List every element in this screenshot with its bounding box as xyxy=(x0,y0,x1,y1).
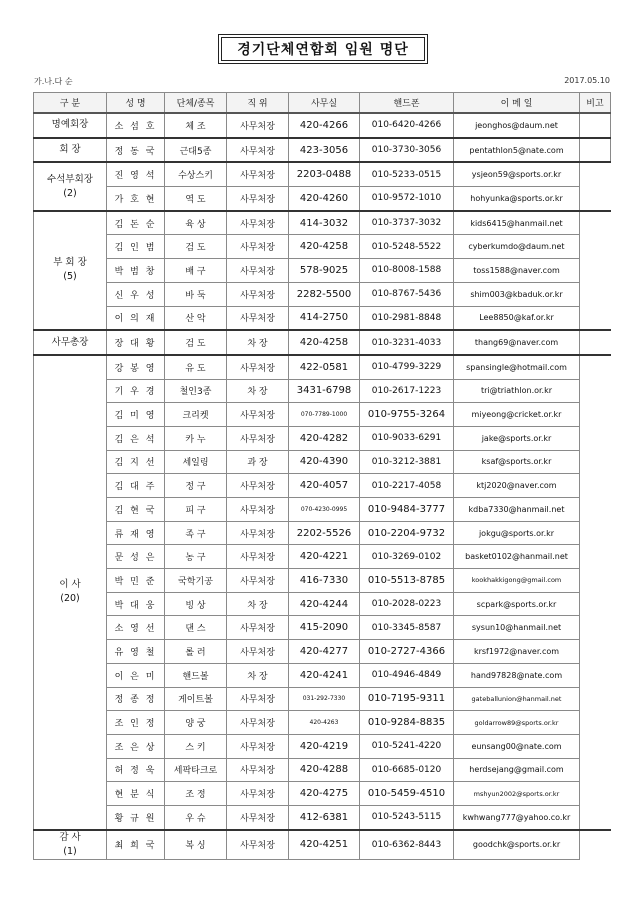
table-row xyxy=(34,782,611,806)
table-row xyxy=(34,450,611,474)
member-name: 조 은 상 xyxy=(107,734,165,758)
header-org: 단체/종목 xyxy=(165,93,227,114)
member-mobile: 010-5459-4510 xyxy=(360,782,454,806)
member-position: 사무처장 xyxy=(227,734,289,758)
member-remarks xyxy=(580,403,611,427)
member-position: 사무처장 xyxy=(227,758,289,782)
member-remarks xyxy=(580,379,611,403)
table-row xyxy=(34,758,611,782)
header-mobile: 핸드폰 xyxy=(360,93,454,114)
member-name: 황 규 원 xyxy=(107,805,165,829)
member-email: miyeong@cricket.or.kr xyxy=(454,403,580,427)
member-remarks xyxy=(580,592,611,616)
member-office-phone: 412-6381 xyxy=(289,805,360,829)
member-org: 정 구 xyxy=(165,474,227,498)
member-name: 장 대 황 xyxy=(107,330,165,355)
group-count: (2) xyxy=(63,187,77,199)
member-mobile: 010-3212-3881 xyxy=(360,450,454,474)
header-category: 구 분 xyxy=(34,93,107,114)
member-office-phone: 420-4219 xyxy=(289,734,360,758)
member-office-phone: 414-2750 xyxy=(289,306,360,330)
member-org: 게이트볼 xyxy=(165,687,227,711)
group-label: 감 사 xyxy=(59,831,81,843)
member-remarks xyxy=(580,782,611,806)
member-position: 차 장 xyxy=(227,663,289,687)
member-remarks xyxy=(580,282,611,306)
member-org: 육 상 xyxy=(165,211,227,235)
member-email: kwhwang777@yahoo.co.kr xyxy=(454,805,580,829)
member-position: 사무처장 xyxy=(227,805,289,829)
officer-roster-table xyxy=(33,92,611,860)
member-name: 소 섬 호 xyxy=(107,113,165,138)
member-mobile: 010-3737-3032 xyxy=(360,211,454,235)
member-mobile: 010-5241-4220 xyxy=(360,734,454,758)
member-office-phone: 420-4258 xyxy=(289,235,360,259)
table-row xyxy=(34,711,611,735)
table-row xyxy=(34,830,611,860)
member-office-phone: 2202-5526 xyxy=(289,521,360,545)
member-position: 사무처장 xyxy=(227,306,289,330)
member-office-phone: 031-292-7330 xyxy=(289,687,360,711)
member-mobile: 010-3730-3056 xyxy=(360,138,454,163)
member-remarks xyxy=(580,235,611,259)
member-email: jokgu@sports.or.kr xyxy=(454,521,580,545)
member-mobile: 010-9755-3264 xyxy=(360,403,454,427)
table-row xyxy=(34,306,611,330)
document-date: 2017.05.10 xyxy=(564,76,610,85)
table-row xyxy=(34,355,611,379)
member-office-phone: 422-0581 xyxy=(289,355,360,379)
member-email: goodchk@sports.or.kr xyxy=(454,830,580,860)
member-office-phone: 423-3056 xyxy=(289,138,360,163)
member-mobile: 010-2217-4058 xyxy=(360,474,454,498)
member-position: 사무처장 xyxy=(227,521,289,545)
member-remarks xyxy=(580,426,611,450)
member-remarks xyxy=(580,162,611,186)
group-count: (5) xyxy=(63,271,77,283)
member-org: 검 도 xyxy=(165,235,227,259)
member-mobile: 010-5233-0515 xyxy=(360,162,454,186)
member-email: kdba7330@hanmail.net xyxy=(454,498,580,522)
member-org: 국학기공 xyxy=(165,569,227,593)
member-office-phone: 070-4230-0995 xyxy=(289,498,360,522)
group-category-cell xyxy=(34,162,107,210)
document-title: 경기단체연합회 임원 명단 xyxy=(237,42,409,58)
member-office-phone: 070-7789-1000 xyxy=(289,403,360,427)
member-position: 사무처장 xyxy=(227,569,289,593)
member-position: 사무처장 xyxy=(227,235,289,259)
member-org: 롤 러 xyxy=(165,640,227,664)
member-position: 사무처장 xyxy=(227,426,289,450)
member-mobile: 010-6420-4266 xyxy=(360,113,454,138)
member-position: 사무처장 xyxy=(227,545,289,569)
member-mobile: 010-5513-8785 xyxy=(360,569,454,593)
table-row xyxy=(34,592,611,616)
member-org: 크리켓 xyxy=(165,403,227,427)
table-row xyxy=(34,521,611,545)
member-name: 김 지 선 xyxy=(107,450,165,474)
member-name: 유 영 철 xyxy=(107,640,165,664)
member-email: hand97828@nate.com xyxy=(454,663,580,687)
table-row xyxy=(34,545,611,569)
member-remarks xyxy=(580,306,611,330)
member-position: 차 장 xyxy=(227,592,289,616)
header-position: 직 위 xyxy=(227,93,289,114)
member-email: kids6415@hanmail.net xyxy=(454,211,580,235)
member-position: 사무처장 xyxy=(227,162,289,186)
member-name: 현 분 식 xyxy=(107,782,165,806)
member-org: 핸드볼 xyxy=(165,663,227,687)
member-email: scpark@sports.or.kr xyxy=(454,592,580,616)
table-row xyxy=(34,113,611,138)
member-mobile: 010-7195-9311 xyxy=(360,687,454,711)
table-row xyxy=(34,211,611,235)
member-position: 사무처장 xyxy=(227,355,289,379)
member-office-phone: 420-4282 xyxy=(289,426,360,450)
member-office-phone: 420-4241 xyxy=(289,663,360,687)
member-email: pentathlon5@nate.com xyxy=(454,138,580,163)
member-office-phone: 420-4275 xyxy=(289,782,360,806)
member-name: 김 은 석 xyxy=(107,426,165,450)
member-mobile: 010-4799-3229 xyxy=(360,355,454,379)
member-remarks xyxy=(580,211,611,235)
group-category-cell xyxy=(34,211,107,330)
member-email: kookhakkigong@gmail.com xyxy=(454,569,580,593)
group-label: 이 사 xyxy=(59,579,81,591)
table-row xyxy=(34,616,611,640)
member-remarks xyxy=(580,758,611,782)
member-office-phone: 3431-6798 xyxy=(289,379,360,403)
roster-body xyxy=(34,113,611,859)
member-office-phone: 414-3032 xyxy=(289,211,360,235)
member-office-phone: 578-9025 xyxy=(289,259,360,283)
member-name: 정 종 정 xyxy=(107,687,165,711)
member-email: herdsejang@gmail.com xyxy=(454,758,580,782)
member-email: mshyun2002@sports.or.kr xyxy=(454,782,580,806)
member-org: 철인3종 xyxy=(165,379,227,403)
member-org: 유 도 xyxy=(165,355,227,379)
member-position: 과 장 xyxy=(227,450,289,474)
member-position: 사무처장 xyxy=(227,187,289,211)
member-email: basket0102@hanmail.net xyxy=(454,545,580,569)
member-name: 이 의 재 xyxy=(107,306,165,330)
member-email: cyberkumdo@daum.net xyxy=(454,235,580,259)
group-category-cell xyxy=(34,113,107,138)
member-remarks xyxy=(580,687,611,711)
member-remarks xyxy=(580,187,611,211)
member-remarks xyxy=(580,259,611,283)
member-position: 사무처장 xyxy=(227,282,289,306)
member-name: 강 봉 영 xyxy=(107,355,165,379)
member-name: 조 인 정 xyxy=(107,711,165,735)
member-org: 복 싱 xyxy=(165,830,227,860)
member-office-phone: 420-4258 xyxy=(289,330,360,355)
group-category-cell xyxy=(34,355,107,830)
table-row xyxy=(34,663,611,687)
sort-order-label: 가.나.다 순 xyxy=(34,77,73,86)
member-remarks xyxy=(580,545,611,569)
member-mobile: 010-4946-4849 xyxy=(360,663,454,687)
member-name: 문 성 은 xyxy=(107,545,165,569)
member-org: 세팍타크로 xyxy=(165,758,227,782)
table-row xyxy=(34,805,611,829)
member-position: 사무처장 xyxy=(227,640,289,664)
table-header-row xyxy=(34,93,611,114)
member-office-phone: 420-4057 xyxy=(289,474,360,498)
member-org: 양 궁 xyxy=(165,711,227,735)
table-row xyxy=(34,403,611,427)
member-email: shim003@kbaduk.or.kr xyxy=(454,282,580,306)
member-office-phone: 420-4244 xyxy=(289,592,360,616)
member-position: 차 장 xyxy=(227,330,289,355)
header-name: 성 명 xyxy=(107,93,165,114)
member-position: 사무처장 xyxy=(227,711,289,735)
member-name: 김 미 영 xyxy=(107,403,165,427)
member-name: 박 민 준 xyxy=(107,569,165,593)
table-row xyxy=(34,687,611,711)
member-email: goldarrow89@sports.or.kr xyxy=(454,711,580,735)
member-email: jake@sports.or.kr xyxy=(454,426,580,450)
member-email: tri@triathlon.or.kr xyxy=(454,379,580,403)
member-name: 김 대 주 xyxy=(107,474,165,498)
header-remarks: 비고 xyxy=(580,93,611,114)
member-mobile: 010-6685-0120 xyxy=(360,758,454,782)
member-name: 신 우 성 xyxy=(107,282,165,306)
member-org: 스 키 xyxy=(165,734,227,758)
member-org: 검 도 xyxy=(165,330,227,355)
group-label: 명예회장 xyxy=(51,119,89,131)
member-mobile: 010-9284-8835 xyxy=(360,711,454,735)
member-name: 허 정 욱 xyxy=(107,758,165,782)
member-name: 최 희 국 xyxy=(107,830,165,860)
table-row xyxy=(34,474,611,498)
member-org: 수상스키 xyxy=(165,162,227,186)
member-name: 류 재 영 xyxy=(107,521,165,545)
member-office-phone: 415-2090 xyxy=(289,616,360,640)
member-email: Lee8850@kaf.or.kr xyxy=(454,306,580,330)
member-name: 박 범 창 xyxy=(107,259,165,283)
member-org: 역 도 xyxy=(165,187,227,211)
member-position: 사무처장 xyxy=(227,403,289,427)
group-label: 사무총장 xyxy=(51,336,89,348)
header-email: 이 메 일 xyxy=(454,93,580,114)
member-office-phone: 2282-5500 xyxy=(289,282,360,306)
table-row xyxy=(34,330,611,355)
member-org: 세일링 xyxy=(165,450,227,474)
member-remarks xyxy=(580,498,611,522)
member-mobile: 010-5248-5522 xyxy=(360,235,454,259)
member-position: 사무처장 xyxy=(227,498,289,522)
member-mobile: 010-8767-5436 xyxy=(360,282,454,306)
member-email: sysun10@hanmail.net xyxy=(454,616,580,640)
member-position: 사무처장 xyxy=(227,138,289,163)
member-mobile: 010-8008-1588 xyxy=(360,259,454,283)
table-row xyxy=(34,640,611,664)
table-row xyxy=(34,162,611,186)
member-org: 족 구 xyxy=(165,521,227,545)
member-position: 사무처장 xyxy=(227,782,289,806)
member-name: 기 우 경 xyxy=(107,379,165,403)
member-mobile: 010-6362-8443 xyxy=(360,830,454,860)
member-mobile: 010-3231-4033 xyxy=(360,330,454,355)
member-mobile: 010-2617-1223 xyxy=(360,379,454,403)
table-row xyxy=(34,235,611,259)
member-position: 사무처장 xyxy=(227,616,289,640)
member-position: 사무처장 xyxy=(227,259,289,283)
group-category-cell xyxy=(34,330,107,355)
member-mobile: 010-3345-8587 xyxy=(360,616,454,640)
member-org: 바 둑 xyxy=(165,282,227,306)
member-office-phone: 420-4288 xyxy=(289,758,360,782)
member-remarks xyxy=(580,113,611,138)
member-org: 카 누 xyxy=(165,426,227,450)
member-name: 박 대 웅 xyxy=(107,592,165,616)
member-mobile: 010-2727-4366 xyxy=(360,640,454,664)
group-label: 부 회 장 xyxy=(53,257,87,269)
member-name: 김 현 국 xyxy=(107,498,165,522)
member-remarks xyxy=(580,734,611,758)
member-email: krsf1972@naver.com xyxy=(454,640,580,664)
member-position: 사무처장 xyxy=(227,211,289,235)
member-remarks xyxy=(580,450,611,474)
member-remarks xyxy=(580,640,611,664)
member-org: 산 악 xyxy=(165,306,227,330)
table-row xyxy=(34,187,611,211)
member-email: hohyunka@sports.or.kr xyxy=(454,187,580,211)
member-email: gateballunion@hanmail.net xyxy=(454,687,580,711)
member-position: 사무처장 xyxy=(227,687,289,711)
member-name: 가 호 현 xyxy=(107,187,165,211)
member-org: 농 구 xyxy=(165,545,227,569)
member-org: 배 구 xyxy=(165,259,227,283)
member-name: 소 영 선 xyxy=(107,616,165,640)
member-remarks xyxy=(580,355,611,379)
member-org: 근대5종 xyxy=(165,138,227,163)
member-mobile: 010-3269-0102 xyxy=(360,545,454,569)
table-row xyxy=(34,138,611,163)
group-label: 수석부회장 xyxy=(47,173,93,185)
member-remarks xyxy=(580,663,611,687)
member-remarks xyxy=(580,805,611,829)
member-org: 조 정 xyxy=(165,782,227,806)
member-email: thang69@naver.com xyxy=(454,330,580,355)
member-remarks xyxy=(580,711,611,735)
member-remarks xyxy=(580,330,611,355)
member-office-phone: 420-4251 xyxy=(289,830,360,860)
member-name: 김 돈 순 xyxy=(107,211,165,235)
group-category-cell xyxy=(34,830,107,860)
table-row xyxy=(34,379,611,403)
member-position: 사무처장 xyxy=(227,474,289,498)
member-mobile: 010-9484-3777 xyxy=(360,498,454,522)
group-category-cell xyxy=(34,138,107,163)
member-office-phone: 420-4221 xyxy=(289,545,360,569)
member-email: spansingle@hotmail.com xyxy=(454,355,580,379)
member-mobile: 010-2204-9732 xyxy=(360,521,454,545)
member-office-phone: 420-4266 xyxy=(289,113,360,138)
table-row xyxy=(34,498,611,522)
member-office-phone: 420-4260 xyxy=(289,187,360,211)
member-name: 이 은 미 xyxy=(107,663,165,687)
member-email: toss1588@naver.com xyxy=(454,259,580,283)
table-row xyxy=(34,259,611,283)
group-label: 회 장 xyxy=(59,144,81,156)
group-count: (20) xyxy=(60,593,80,605)
member-name: 정 동 국 xyxy=(107,138,165,163)
member-remarks xyxy=(580,616,611,640)
member-org: 피 구 xyxy=(165,498,227,522)
member-mobile: 010-9572-1010 xyxy=(360,187,454,211)
member-name: 김 인 범 xyxy=(107,235,165,259)
member-office-phone: 420-4277 xyxy=(289,640,360,664)
member-office-phone: 420-4390 xyxy=(289,450,360,474)
member-office-phone: 2203-0488 xyxy=(289,162,360,186)
table-row xyxy=(34,426,611,450)
member-office-phone: 416-7330 xyxy=(289,569,360,593)
member-remarks xyxy=(580,830,611,860)
member-email: ysjeon59@sports.or.kr xyxy=(454,162,580,186)
member-mobile: 010-9033-6291 xyxy=(360,426,454,450)
member-position: 사무처장 xyxy=(227,113,289,138)
member-email: ktj2020@naver.com xyxy=(454,474,580,498)
member-remarks xyxy=(580,474,611,498)
member-office-phone: 420-4263 xyxy=(289,711,360,735)
document-title-box xyxy=(218,34,428,64)
member-org: 댄 스 xyxy=(165,616,227,640)
member-email: jeonghos@daum.net xyxy=(454,113,580,138)
member-org: 우 슈 xyxy=(165,805,227,829)
member-mobile: 010-2028-0223 xyxy=(360,592,454,616)
header-office-phone: 사무실 xyxy=(289,93,360,114)
member-position: 차 장 xyxy=(227,379,289,403)
member-mobile: 010-2981-8848 xyxy=(360,306,454,330)
member-org: 빙 상 xyxy=(165,592,227,616)
member-email: ksaf@sports.or.kr xyxy=(454,450,580,474)
member-position: 사무처장 xyxy=(227,830,289,860)
member-mobile: 010-5243-5115 xyxy=(360,805,454,829)
table-row xyxy=(34,282,611,306)
member-remarks xyxy=(580,569,611,593)
member-remarks xyxy=(580,138,611,163)
table-row xyxy=(34,734,611,758)
group-count: (1) xyxy=(63,845,77,857)
member-name: 진 영 석 xyxy=(107,162,165,186)
member-org: 체 조 xyxy=(165,113,227,138)
member-email: eunsang00@nate.com xyxy=(454,734,580,758)
member-remarks xyxy=(580,521,611,545)
table-row xyxy=(34,569,611,593)
